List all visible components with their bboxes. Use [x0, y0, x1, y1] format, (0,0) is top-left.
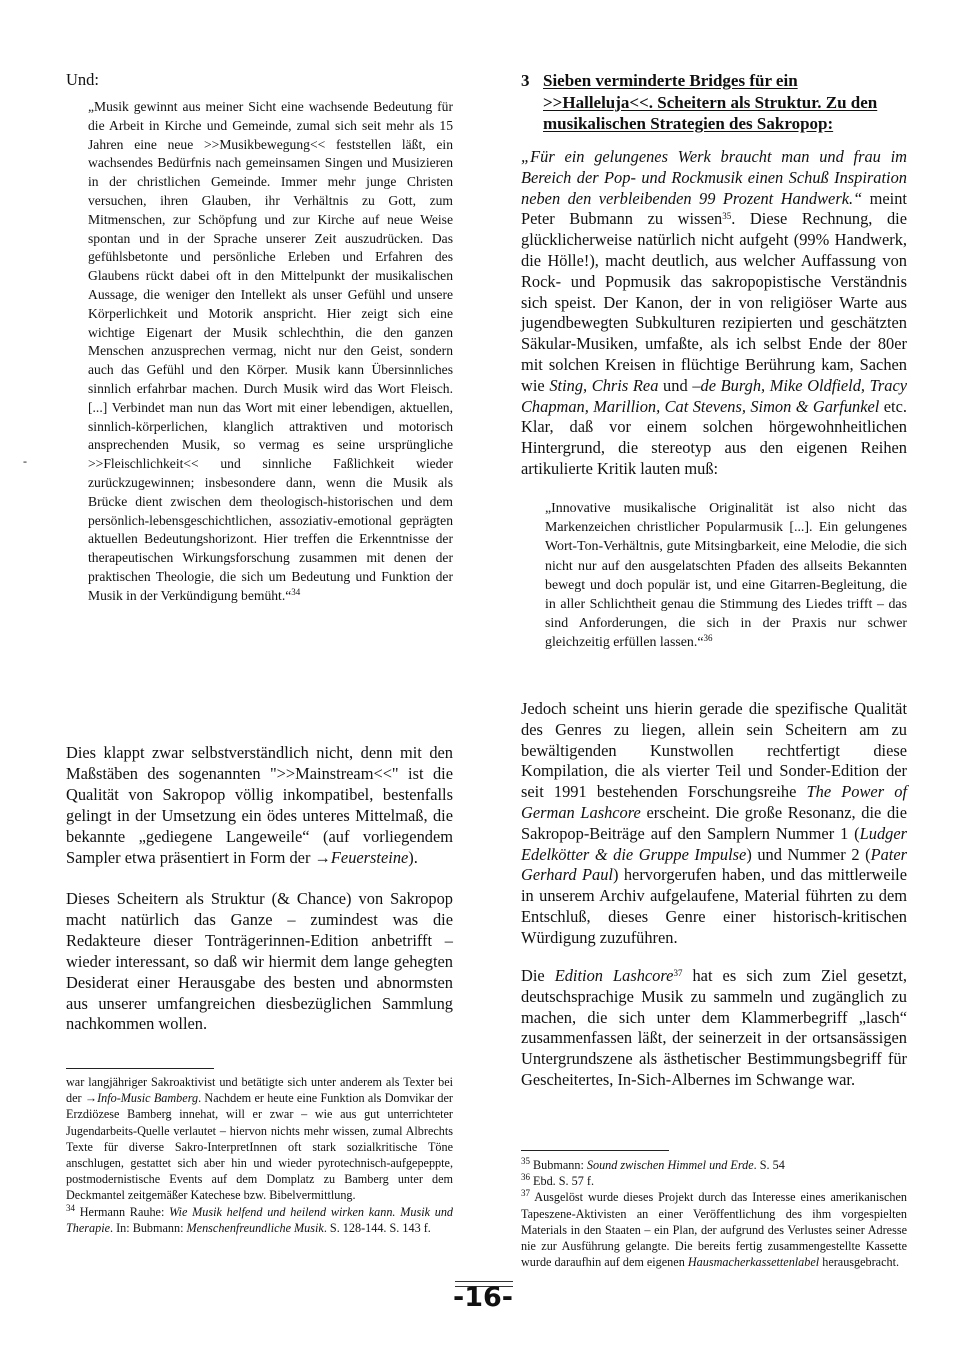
footnote-37: $^{37}$ Ausgelöst wurde dieses Projekt durch das Interesse eines amerikanischen Tapeszene-Aktivisten an einer Veröffentlichung des ihm vorgespielten Materials in den Staaten – ein Plan, der aufgrund des Verlustes seiner Adresse nie zur Ausführung gelangte. Die bereits fertig zusammengestellte Kassette wurde daraufhin auf dem eigenen Hausmacherkassettenlabel herausgebracht. [521, 1188, 907, 1270]
footnote-ref-35: 35 [722, 211, 732, 222]
footnote-ref-37: 37 [673, 968, 683, 978]
footnote-ref-34: 34 [291, 586, 301, 597]
paragraph-mainstream: Dies klappt zwar selbstverständlich nicht, denn mit den Maßstäben des sogenannten ">>Mainstream<<" ist die Qualität von Sakropop völlig inkompatibel, bestenfalls gelingt in der Umsetzung ein ödes unteres Mittelmaß, die bekannte „gediegene Langeweile“ (auf vorliegendem Sampler etwa präsentiert in Form der →Feuersteine). [66, 743, 453, 867]
margin-mark: - [23, 454, 27, 468]
paragraph-edition-lashcore: Die Edition Lashcore$^{37}$ hat es sich zum Ziel gesetzt, deutschsprachige Musik zu sammeln und zugänglich zu machen, die sich unter dem Klammerbegriff „lasch“ zusammenfassen läßt, der seinerzeit in der ortsansässigen Untergrundszene als ästhetischer Bestimmungsbegriff für Gescheitertes, In-Sich-Albernes im Schwange war. [521, 966, 908, 1089]
page-number: -16- [453, 1282, 513, 1313]
footnote-continuation: war langjähriger Sakroaktivist und betätigte sich unter anderem als Texter bei der →Info-Music Bamberg. Nachdem er heute eine Funktion als Domvikar der Erzdiözese Bamberg innehat, will er zwar – wie aus gut unterrichteter Jugendarbeits-Quelle verlautet – hiervon nichts mehr wissen, zumal Albrechts Texte für diverse Sakro-InterpretInnen oft stark sozialkritische Töne anschlugen, gestattet sich aber hin und wieder pyrotechnisch-aufgepeppte, postmodernistische Events auf dem Domplatz zu Bamberg unter dem Deckmantel zeitgemäßer Katechese bzw. Bibelvermittlung. [66, 1075, 453, 1203]
intro-label: Und: [66, 70, 99, 89]
block-quote-innovation: „Innovative musikalische Originalität ist also nicht das Markenzeichen christlicher Popularmusik [...]. Ein gelungenes Wort-Ton-Verhältnis, gute Mitsingbarkeit, eine Melodie, die sich nicht nur auf den ausgelatschten Pfaden des allseits Bekannten bewegt und doch populär ist, und eine Gitarren-Begleitung, die in aller Schlichtheit genau die Stimmung des Liedes trifft – das sind Anforderungen, die sich in der Praxis nur schwer gleichzeitig erfüllen lassen.“$^{36}$ [545, 501, 907, 651]
footnotes-left [66, 1074, 453, 1236]
footnote-rule-left [66, 1068, 214, 1069]
block-quote-rauhe: „Musik gewinnt aus meiner Sicht eine wachsende Bedeutung für die Arbeit in Kirche und Gemeinde, zumal sich seit mehr als 15 Jahren eine neue >>Musikbewegung<< feststellen läßt, ein wachsendes Bedürfnis nach gemeinsamen Singen und Musizieren in der christlichen Gemeinde. Immer mehr junge Christen versuchen, ihren Glauben, ihr Verhältnis zu Gott, zum Mitmenschen, zur Schöpfung und zur Kirche auf neue Weise spontan und in der Sprache unserer Zeit auszudrücken. Das gefühlsbetonte und persönliche Erleben und Erfahren des Glaubens rückt dabei oft in den Mittelpunkt der musikalischen Aussage, die weniger den Intellekt als unser Gefühl und unsere Körperlichkeit und Motorik anspricht. Hier zeigt sich eine wichtige Eigenart der Musik schlechthin, die den ganzen Menschen anzusprechen vermag, nicht nur den Geist, sondern auch das Gefühl und den Körper. Musik kann Übersinnliches sinnlich erfahrbar machen. Durch Musik wird das Wort Fleisch. [...] Verbindet man nun das Wort mit einer lebendigen, aktuellen, sinnlich-körperlichen, klanglich attraktiven und motorisch ansprechenden Musik, so vermag es seine ursprüngliche >>Fleischlichkeit<< und sinnliche Faßlichkeit wieder zurückzugewinnen; insbesondere dann, wenn die Musik als Brücke dient zwischen dem theologisch-historischen und dem persönlich-lebensgeschichtlichen, assoziativ-emotional geprägten aktuellen Bedeutungshorizont. Hier treffen die Erkenntnisse der therapeutischen Wirkungsforschung zusammen mit denen der praktischen Theologie, die sich um Bedeutung und Funktion der Musik in der Verkündigung bemüht.“$^{34}$ [88, 99, 453, 603]
footnotes-right [521, 1157, 907, 1270]
paragraph-scheitern: Dieses Scheitern als Struktur (& Chance) von Sakropop macht natürlich das Ganze – zumindest was die Redakteure dieser Tonträgerinnen-Edition anbetrifft – wieder interessant, so daß wir hiermit dem lange gehegten Desiderat einer Herausgabe des besten und abnormsten aus unserer umfangreichen diesbezüglichen Sammlung nachkommen wollen. [66, 889, 453, 1034]
paragraph-qualitaet: Jedoch scheint uns hierin gerade die spezifische Qualität des Genres zu liegen, allein sein Scheitern am zu bewältigenden Kunstwollen rechtfertigt diese Kompilation, die als vierter Teil und Sonder-Edition der seit 1991 bestehenden Forschungsreihe The Power of German Lashcore erscheint. Die große Resonanz, die die Sakropop-Beiträge auf den Samplern Nummer 1 (Ludger Edelkötter & die Gruppe Impulse) und Nummer 2 (Pater Gerhard Paul) hervorgerufen haben, und das mittlerweile in unserem Archiv aufgelaufene, Material führten zu dem Entschluß, dieses Genre einer historisch-kritischen Würdigung zuzuführen. [521, 699, 908, 947]
footnote-34: $^{34}$ Hermann Rauhe: Wie Musik helfend und heilend wirken kann. Musik und Therapie. In: Bubmann: Menschenfreundliche Musik. S. 128-144. S. 143 f. [66, 1202, 454, 1235]
section-number: 3 [521, 71, 530, 90]
footnote-rule-right [521, 1150, 669, 1151]
paragraph-bubmann: „Für ein gelungenes Werk braucht man und frau im Bereich der Pop- und Rockmusik einen Schuß Inspiration neben den verbleibenden 99 Prozent Handwerk.“ meint Peter Bubmann zu wissen$^{35}$. Diese Rechnung, die glücklicherweise natürlich nicht aufgeht (99% Handwerk, die Hölle!), macht deutlich, aus welcher Auffassung von Rock- und Popmusik das sakropopistische Verständnis sich speist. Der Kanon, der in von religiöser Warte aus jugendbewegten Subkulturen rezipierten und geschätzten Säkular-Musiken, umfaßte, als ich selbst Ende der 80er mit solchen Kreisen in flüchtige Berührung kam, Sachen wie Sting, Chris Rea und –de Burgh, Mike Oldfield, Tracy Chapman, Marillion, Cat Stevens, Simon & Garfunkel etc. Klar, daß vor einem solchen hörgewohnheitlichen Hintergrund, die stereotyp aus den eigenen Reihen artikulierte Kritik lauten muß: [521, 147, 908, 478]
bubmann-quote: „Für ein gelungenes Werk braucht man und frau im Bereich der Pop- und Rockmusik einen Schuß Inspiration neben den verbleibenden 99 Prozent Handwerk.“ [521, 147, 907, 208]
footnote-36: $^{36}$ Ebd. S. 57 f. [521, 1172, 594, 1189]
feuersteine-link-text: →Feuersteine [314, 847, 409, 867]
footnote-ref-36: 36 [703, 633, 713, 644]
section-title: Sieben verminderte Bridges für ein >>Halleluja<<. Scheitern als Struktur. Zu den musikalischen Strategien des Sakropop: [543, 71, 878, 133]
section-heading [521, 70, 907, 135]
footnote-35: $^{35}$ Bubmann: Sound zwischen Himmel und Erde. S. 54 [521, 1156, 785, 1172]
